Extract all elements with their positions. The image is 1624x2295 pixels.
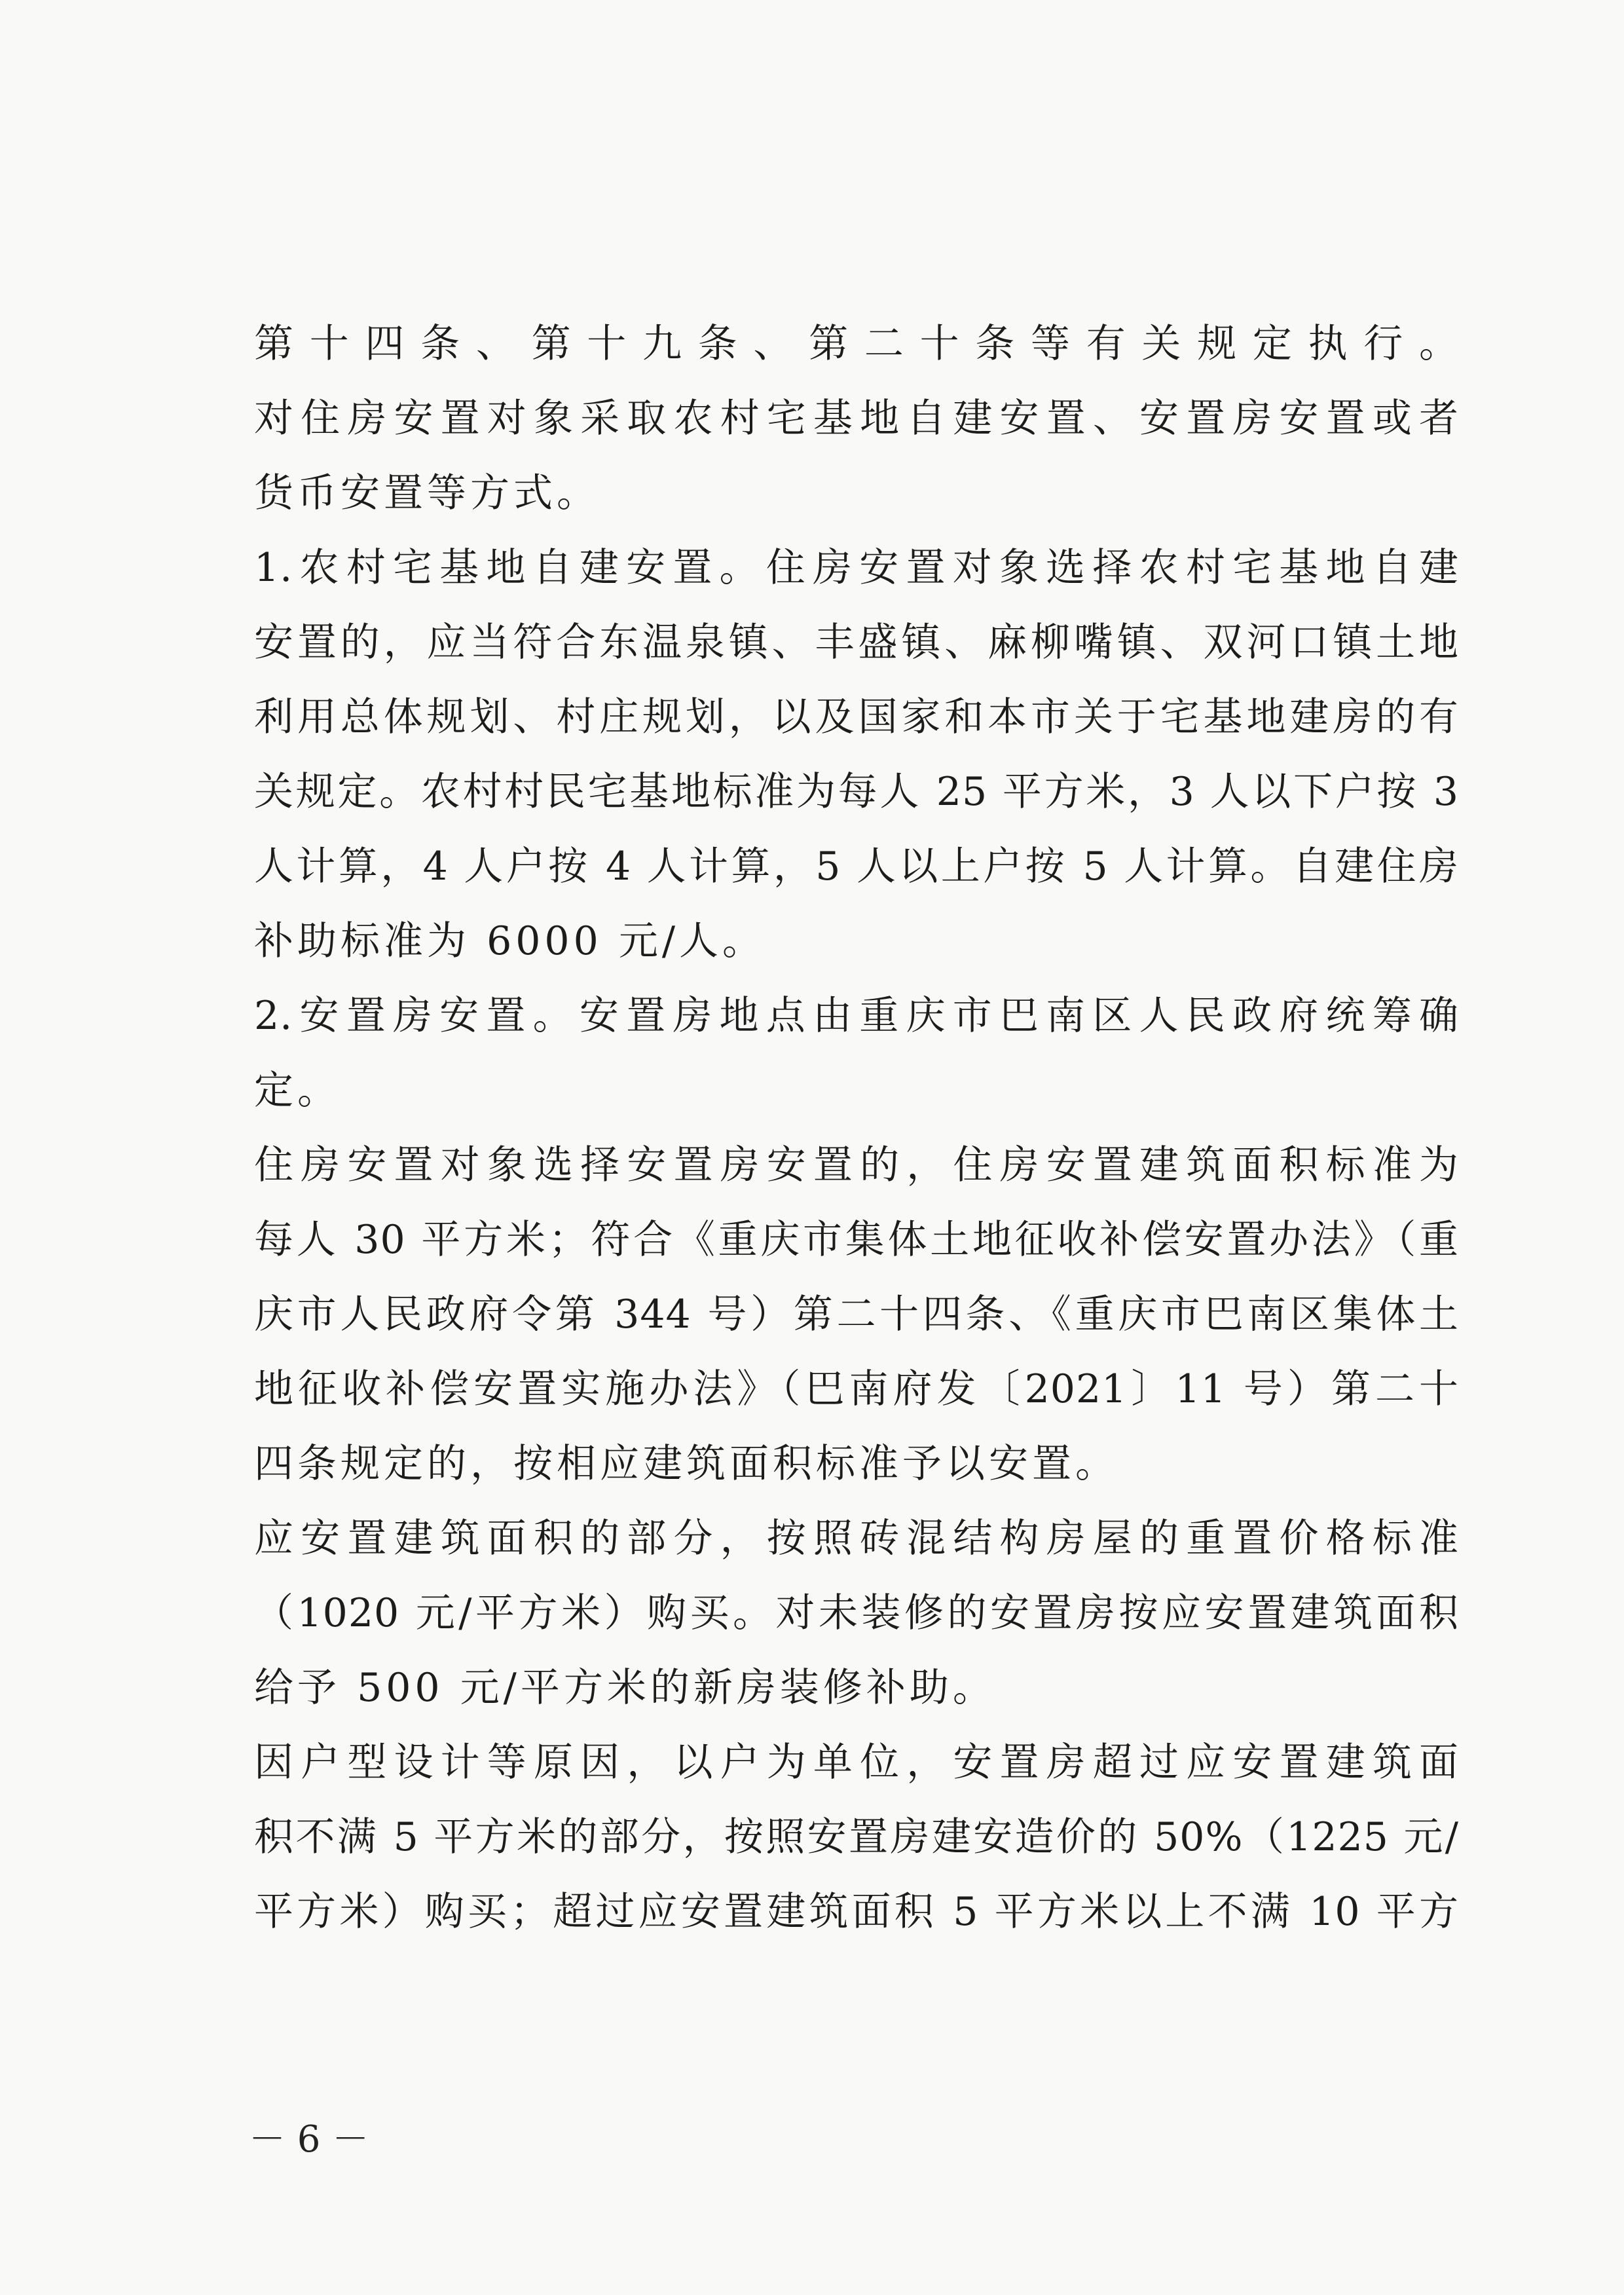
text-line: 补助标准为 6000 元/人。 bbox=[254, 918, 766, 964]
document-body bbox=[254, 307, 1459, 1949]
text-line: 庆市人民政府令第 344 号）第二十四条、《重庆市巴南区集体土 bbox=[254, 1292, 1459, 1337]
text-line: 对住房安置对象采取农村宅基地自建安置、安置房安置或者 bbox=[254, 396, 1459, 441]
text-line: 定。 bbox=[254, 1068, 341, 1113]
text-line: 给予 500 元/平方米的新房装修补助。 bbox=[254, 1665, 996, 1711]
text-line: 2.安置房安置。安置房地点由重庆市巴南区人民政府统筹确 bbox=[254, 993, 1459, 1039]
text-line: 四条规定的，按相应建筑面积标准予以安置。 bbox=[254, 1441, 1118, 1487]
text-line: 因户型设计等原因，以户为单位，安置房超过应安置建筑面 bbox=[254, 1740, 1459, 1785]
text-line: 货币安置等方式。 bbox=[254, 470, 600, 516]
text-line: （1020 元/平方米）购买。对未装修的安置房按应安置建筑面积 bbox=[254, 1590, 1459, 1636]
text-line: 平方米）购买；超过应安置建筑面积 5 平方米以上不满 10 平方 bbox=[254, 1889, 1459, 1935]
text-line: 1.农村宅基地自建安置。住房安置对象选择农村宅基地自建 bbox=[254, 545, 1459, 591]
text-line: 应安置建筑面积的部分，按照砖混结构房屋的重置价格标准 bbox=[254, 1516, 1459, 1561]
text-line: 关规定。农村村民宅基地标准为每人 25 平方米，3 人以下户按 3 bbox=[254, 769, 1459, 815]
text-line: 利用总体规划、村庄规划，以及国家和本市关于宅基地建房的有 bbox=[254, 694, 1459, 740]
text-line: 积不满 5 平方米的部分，按照安置房建安造价的 50%（1225 元/ bbox=[254, 1814, 1459, 1860]
page-number: － 6 － bbox=[249, 2118, 369, 2161]
text-line: 住房安置对象选择安置房安置的，住房安置建筑面积标准为 bbox=[254, 1142, 1459, 1188]
text-line: 人计算，4 人户按 4 人计算，5 人以上户按 5 人计算。自建住房 bbox=[254, 844, 1459, 889]
text-line: 安置的，应当符合东温泉镇、丰盛镇、麻柳嘴镇、双河口镇土地 bbox=[254, 620, 1459, 665]
text-line: 第十四条、第十九条、第二十条等有关规定执行。 bbox=[254, 321, 1459, 367]
text-line: 地征收补偿安置实施办法》（巴南府发〔2021〕11 号）第二十 bbox=[254, 1366, 1459, 1412]
text-line: 每人 30 平方米；符合《重庆市集体土地征收补偿安置办法》（重 bbox=[254, 1217, 1459, 1263]
